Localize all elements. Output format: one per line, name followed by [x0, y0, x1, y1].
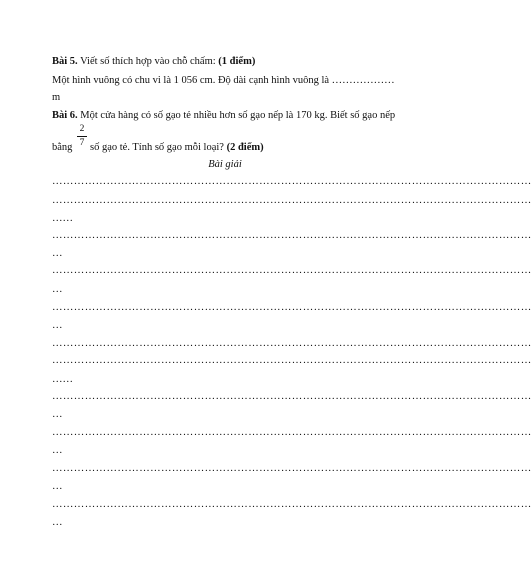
answer-line-end: … [52, 248, 63, 259]
fraction-numerator: 2 [79, 124, 85, 134]
answer-line: …………………………………………………………………………………………………………………… [52, 230, 532, 241]
answer-line: …………………………………………………………………………………………………………………… [52, 302, 532, 313]
exercise-6-label: Bài 6. [52, 110, 78, 121]
exercise-6-rest: số gạo tẻ. Tính số gạo mỗi loại? [90, 142, 227, 153]
answer-line: …………………………………………………………………………………………………………………… [52, 355, 532, 366]
exercise-5-unit: m [52, 92, 61, 103]
fraction-bar [77, 136, 87, 137]
exercise-5-heading [52, 55, 255, 68]
exercise-5-points: (1 điểm) [218, 56, 256, 67]
solution-title: Bài giải [208, 159, 242, 170]
answer-line-end: … [52, 409, 63, 420]
exercise-6-question [90, 141, 264, 154]
answer-line-end: … [52, 284, 63, 295]
answer-line: …………………………………………………………………………………………………………………… [52, 463, 532, 474]
answer-line: …………………………………………………………………………………………………………………… [52, 195, 532, 206]
answer-line: …………………………………………………………………………………………………………………… [52, 176, 532, 187]
exercise-6-heading [52, 109, 395, 122]
answer-line-end: … [52, 481, 63, 492]
answer-line: …………………………………………………………………………………………………………………… [52, 427, 532, 438]
exercise-6-points: (2 điểm) [226, 142, 264, 153]
exercise-5-question: Một hình vuông có chu vi là 1 056 cm. Độ dài cạnh hình vuông là ……………… [52, 75, 395, 86]
fraction-denominator: 7 [79, 138, 85, 148]
answer-line: …………………………………………………………………………………………………………………… [52, 338, 532, 349]
answer-line: …………………………………………………………………………………………………………………… [52, 499, 532, 510]
answer-line: …………………………………………………………………………………………………………………… [52, 391, 532, 402]
answer-line-end: … [52, 320, 63, 331]
exercise-5-instruction: Viết số thích hợp vào chỗ chấm: [77, 56, 219, 67]
exercise-6-bang: bằng [52, 142, 73, 153]
answer-line-end: …… [52, 374, 73, 385]
exercise-5-label: Bài 5. [52, 56, 78, 67]
answer-line-end: … [52, 517, 63, 528]
answer-line: …………………………………………………………………………………………………………………… [52, 265, 532, 276]
answer-line-end: … [52, 445, 63, 456]
fraction [76, 124, 88, 149]
answer-line-end: …… [52, 213, 73, 224]
exercise-6-text: Một cửa hàng có số gạo tẻ nhiều hơn số gạo nếp là 170 kg. Biết số gạo nếp [77, 110, 396, 121]
